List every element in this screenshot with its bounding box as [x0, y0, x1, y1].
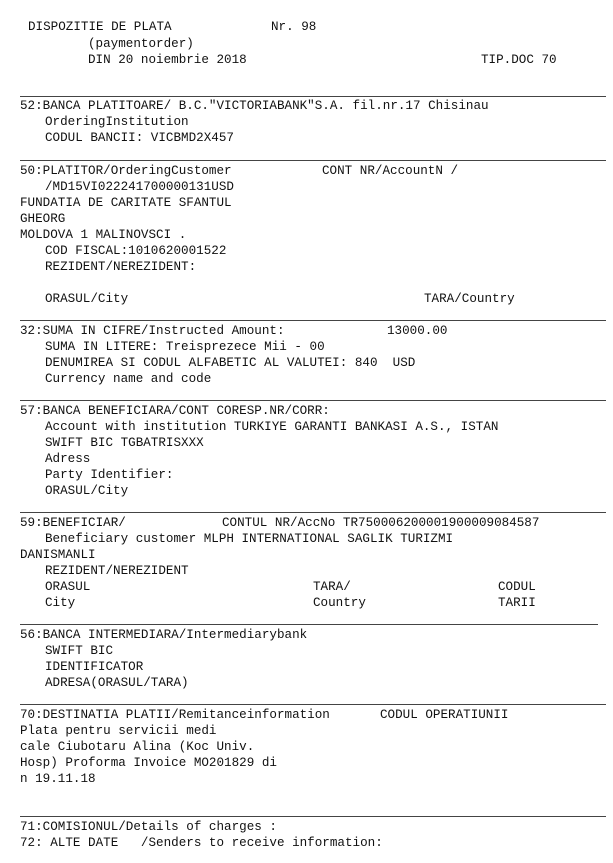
beneficiary-country-code-label-en: TARII	[498, 596, 536, 610]
beneficiary-country-code-label-ro: CODUL	[498, 580, 536, 594]
currency-code: DENUMIREA SI CODUL ALFABETIC AL VALUTEI: 840 USD	[45, 356, 416, 370]
beneficiary-country-label-en: Country	[313, 596, 366, 610]
beneficiary-label: 59:BENEFICIAR/	[20, 516, 126, 530]
beneficiary-resident: REZIDENT/NEREZIDENT	[45, 564, 189, 578]
beneficiary-bank-city: ORASUL/City	[45, 484, 129, 498]
charges-label: 71:COMISIONUL/Details of charges :	[20, 820, 277, 834]
intermediary-swift: SWIFT BIC	[45, 644, 114, 658]
other-data-label: 72: ALTE DATE /Senders to receive information:	[20, 836, 383, 850]
payer-country: TARA/Country	[424, 292, 515, 306]
section-divider	[20, 704, 606, 705]
beneficiary-customer: Beneficiary customer MLPH INTERNATIONAL SAGLIK TURIZMI	[45, 532, 454, 546]
operation-code-label: CODUL OPERATIUNII	[380, 708, 509, 722]
beneficiary-bank-label: 57:BANCA BENEFICIARA/CONT CORESP.NR/CORR:	[20, 404, 330, 418]
section-divider	[20, 816, 606, 817]
intermediary-identifier: IDENTIFICATOR	[45, 660, 144, 674]
ordering-institution-label: OrderingInstitution	[45, 115, 189, 129]
document-subtitle: (paymentorder)	[88, 37, 194, 51]
payer-city: ORASUL/City	[45, 292, 129, 306]
beneficiary-bank-party-id: Party Identifier:	[45, 468, 174, 482]
section-divider	[20, 160, 606, 161]
section-divider	[20, 320, 606, 321]
payer-account: /MD15VI022241700000131USD	[45, 180, 234, 194]
beneficiary-bank-swift: SWIFT BIC TGBATRISXXX	[45, 436, 204, 450]
remittance-text-line: Plata pentru servicii medi	[20, 724, 217, 738]
payer-name-cont: GHEORG	[20, 212, 66, 226]
payer-account-label: CONT NR/AccountN /	[322, 164, 459, 178]
amount-value: 13000.00	[387, 324, 448, 338]
payer-resident: REZIDENT/NEREZIDENT:	[45, 260, 197, 274]
section-divider	[20, 96, 606, 97]
ordering-bank-line: 52:BANCA PLATITOARE/ B.C."VICTORIABANK"S.A. fil.nr.17 Chisinau	[20, 99, 489, 113]
remittance-text-line: Hosp) Proforma Invoice MO201829 di	[20, 756, 277, 770]
section-divider	[20, 512, 606, 513]
remittance-label: 70:DESTINATIA PLATII/Remitanceinformation	[20, 708, 330, 722]
section-divider	[20, 400, 606, 401]
payer-address: MOLDOVA 1 MALINOVSCI .	[20, 228, 187, 242]
beneficiary-customer-cont: DANISMANLI	[20, 548, 96, 562]
document-date: DIN 20 noiembrie 2018	[88, 53, 247, 67]
intermediary-address: ADRESA(ORASUL/TARA)	[45, 676, 189, 690]
document-type: TIP.DOC 70	[481, 53, 557, 67]
intermediary-bank-label: 56:BANCA INTERMEDIARA/Intermediarybank	[20, 628, 308, 642]
amount-in-words: SUMA IN LITERE: Treisprezece Mii - 00	[45, 340, 325, 354]
payer-fiscal-code: COD FISCAL:1010620001522	[45, 244, 227, 258]
beneficiary-city-label-ro: ORASUL	[45, 580, 91, 594]
beneficiary-account: CONTUL NR/AccNo TR750006200001900009084587	[222, 516, 540, 530]
payer-label: 50:PLATITOR/OrderingCustomer	[20, 164, 232, 178]
beneficiary-country-label-ro: TARA/	[313, 580, 351, 594]
remittance-text-line: cale Ciubotaru Alina (Koc Univ.	[20, 740, 255, 754]
amount-label: 32:SUMA IN CIFRE/Instructed Amount:	[20, 324, 285, 338]
bank-code: CODUL BANCII: VICBMD2X457	[45, 131, 234, 145]
beneficiary-city-label-en: City	[45, 596, 76, 610]
beneficiary-bank-institution: Account with institution TURKIYE GARANTI BANKASI A.S., ISTAN	[45, 420, 499, 434]
currency-label-en: Currency name and code	[45, 372, 212, 386]
payer-name: FUNDATIA DE CARITATE SFANTUL	[20, 196, 232, 210]
beneficiary-bank-address: Adress	[45, 452, 91, 466]
section-divider	[20, 624, 598, 625]
document-number: Nr. 98	[271, 20, 317, 34]
document-title: DISPOZITIE DE PLATA	[28, 20, 172, 34]
remittance-text-line: n 19.11.18	[20, 772, 96, 786]
